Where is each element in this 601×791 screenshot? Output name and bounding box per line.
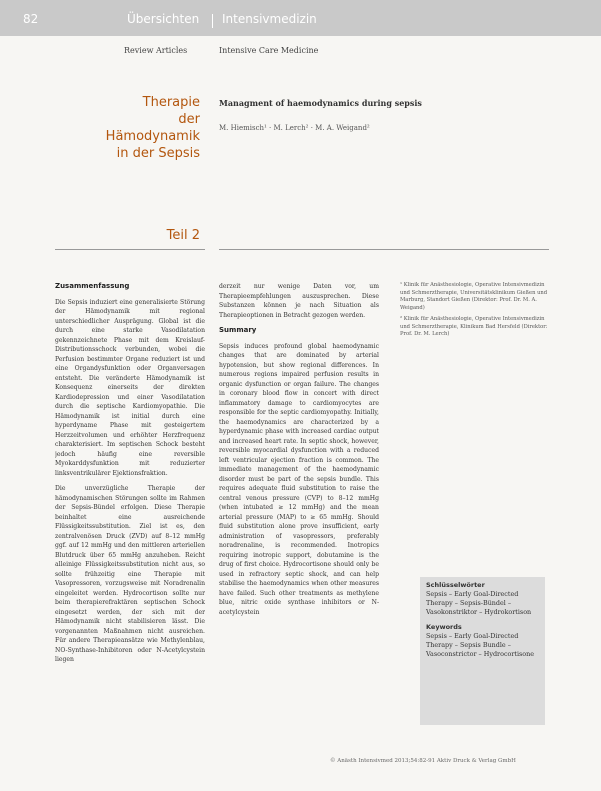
keywords-english: Sepsis – Early Goal-Directed Therapy – Sepsis Bundle – Vasoconstrictor – Hydrocortisone — [426, 632, 535, 658]
keywords-heading-english: Keywords — [426, 623, 462, 631]
sub-left-label: Review Articles — [124, 46, 188, 55]
column-english-summary — [219, 282, 379, 752]
abstract-paragraph: Die unverzügliche Therapie der hämodynamischen Störungen sollte im Rahmen der Sepsis-Bündel erfolgen. Diese Therapie beinhaltet eine ausreichende Flüssigkeitssubstitution. Ziel ist es, den zentralvenösen Druck (ZVD) auf 8–12 mmHg ggf. auf 12 mmHg und den mittleren arteriellen Blutdruck über 65 mmHg anzuheben. Reicht alleinige Flüssigkeitssubstitution nicht aus, so sollte frühzeitig eine Therapie mit Vasopressoren, vorzugsweise mit Noradrenalin eingeleitet werden. Hydrocortison sollte nur beim therapierefraktären septischen Schock eingesetzt werden, der sich mit der Hämodynamik nicht stabilisieren lässt. Die vorgenannten Maßnahmen nicht ausreichen. Für andere Therapieansätze wie Methylenblau, NO-Synthase-Inhibitoren oder N-Acetylcystein liegen — [55, 485, 205, 663]
keywords-heading-german: Schlüsselwörter — [426, 581, 485, 589]
affiliations — [400, 282, 550, 343]
title-line: der Hämodynamik — [105, 112, 200, 144]
abstract-heading-german: Zusammenfassung — [55, 282, 130, 290]
keywords-german: Sepsis – Early Goal-Directed Therapy – Sepsis-Bündel – Vasokonstriktor – Hydrokortison — [426, 590, 532, 616]
title-line: Therapie — [142, 95, 200, 110]
divider-rule — [219, 249, 549, 250]
summary-paragraph: Sepsis induces profound global haemodynamic changes that are dominated by arterial hypotension, but show regional differences. In numerous regions impaired perfusion results in organic dysfunction or organ failure. The changes in coronary blood flow in concert with direct inflammatory damage to cardiomyocytes are responsible for the septic cardiomyopathy. Initially, the haemodynamics are characterized by a hyperdynamic phase with increased cardiac output and increased heart rate. In septic shock, however, reversible myocardial dysfunction with a reduced left ventricular ejection fraction is common. The immediate management of the haemodynamic disorder must be part of the sepsis bundle. This requires adequate fluid substitution to raise the central venous pressure (CVP) to 8–12 mmHg (when intubated ≥ 12 mmHg) and the mean arterial pressure (MAP) to ≥ 65 mmHg. Should fluid substitution alone prove insufficient, early administration of vasopressors, preferably noradrenaline, is recommended. Inotropics requiring inotropic support, dobutamine is the drug of first choice. Hydrocortisone should only be used in refractory septic shock, and can help stabilise the haemodynamics when other measures have failed. Such other treatments as methylene blue, nitric oxide synthase inhibitors or N-acetylcystein — [219, 342, 379, 616]
abstract-paragraph: derzeit nur wenige Daten vor, um Therapieempfehlungen auszusprechen. Diese Substanzen können je nach Situation als Therapieoptionen in Betracht gezogen werden. — [219, 283, 379, 319]
divider-rule — [55, 249, 205, 250]
abstract-paragraph: Die Sepsis induziert eine generalisierte Störung der Hämodynamik mit regional unterschiedlicher Ausprägung. Global ist die durch eine starke Vasodilatation gekennzeichnete Phase mit dem Kreislauf-Distributionsschock verbunden, wobei die Perfusion bestimmter Organe reduziert ist und eine Organdysfunktion oder Organversagen entsteht. Die veränderte Hämodynamik ist Konsequenz einerseits der direkten Kardiodepression und einer Vasodilatation durch die septische Kardiomyopathie. Die Hämodynamik ist initial durch eine hyperdyname Phase mit gesteigertem Herzzeitvolumen und erhöhter Herzfrequenz charakterisiert. Im septischen Schock besteht jedoch häufig eine reversible Myokarddysfunktion mit reduzierter linksventrikulärer Ejektionsfraktion. — [55, 298, 205, 477]
affiliation: ² Klinik für Anästhesiologie, Operative Intensivmedizin und Schmerztherapie, Klinikum Bad Hersfeld (Direktor: Prof. Dr. M. Lerch) — [400, 316, 548, 337]
header-divider — [212, 14, 213, 28]
authors: M. Hiemisch¹ · M. Lerch² · M. A. Weigand² — [219, 124, 370, 132]
summary-heading: Summary — [219, 326, 257, 334]
article-title-english: Managment of haemodynamics during sepsis — [219, 98, 422, 108]
part-label: Teil 2 — [166, 228, 200, 243]
column-german-abstract — [55, 282, 205, 752]
affiliation: ¹ Klinik für Anästhesiologie, Operative Intensivmedizin und Schmerztherapie, Universitätsklinikum Gießen und Marburg, Standort Gießen (Direktor: Prof. Dr. M. A. Weigand) — [400, 282, 548, 311]
title-line: in der Sepsis — [116, 146, 200, 161]
keywords-box — [420, 577, 545, 725]
article-title-german — [80, 94, 200, 162]
page-footer: © Anästh Intensivmed 2013;54:82-91 Aktiv Druck & Verlag GmbH — [330, 758, 516, 764]
sub-right-label: Intensive Care Medicine — [219, 46, 319, 55]
page-number: 82 — [23, 12, 39, 26]
section-label: Übersichten — [127, 12, 200, 26]
category-label: Intensivmedizin — [222, 12, 317, 26]
